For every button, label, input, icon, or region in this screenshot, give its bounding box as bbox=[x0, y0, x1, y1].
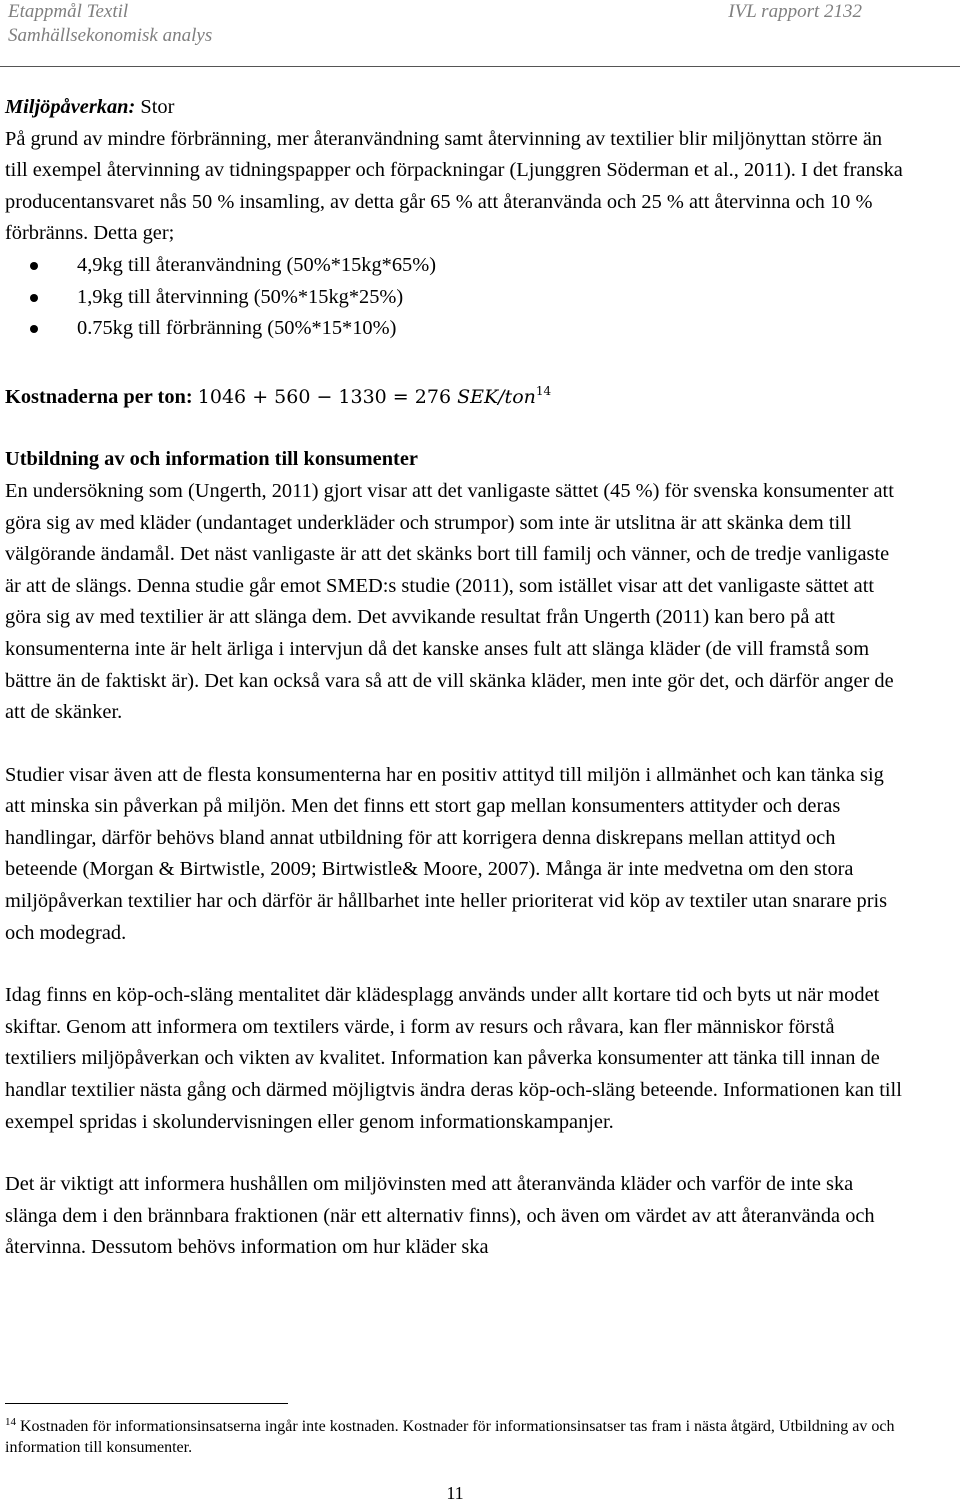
cost-line bbox=[5, 376, 905, 414]
impact-paragraph: På grund av mindre förbränning, mer återanvändning samt återvinning av textilier blir miljönyttan större än till exempel återvinning av tidningspapper och förpackningar (Ljunggren Söderman et al., 2011). I det franska producentansvaret nås 50 % insamling, av detta går 65 % att återanvända och 25 % att återvinna och 10 % förbränns. Detta ger; bbox=[5, 127, 903, 245]
cost-label: Kostnaderna per ton: bbox=[5, 385, 193, 408]
cost-unit: SEK/ton bbox=[457, 385, 536, 408]
body-paragraph: Studier visar även att de flesta konsumenterna har en positiv attityd till miljön i allmänhet och kan tänka sig att minska sin påverkan på miljön. Men det finns ett stort gap mellan konsumenters attityder och deras handlingar, därför behövs bland annat utbildning för att korrigera denna diskrepans mellan attityd och beteende (Morgan & Birtwistle, 2009; Birtwistle& Moore, 2007). Många är inte medvetna om den stora miljöpåverkan textilier har och därför är hållbarhet inte heller prioriterat vid köp av textiler utan snarare pris och modegrad. bbox=[5, 763, 888, 944]
impact-bullet-list bbox=[5, 250, 905, 345]
header-subtitle: Samhällsekonomisk analys bbox=[8, 25, 213, 46]
running-header-left bbox=[8, 0, 212, 48]
bullet-item: 4,9kg till återanvändning (50%*15kg*65%) bbox=[5, 250, 905, 282]
footnote-ref: 14 bbox=[535, 383, 552, 398]
cost-expression: 1046 + 560 − 1330 = 276 bbox=[197, 385, 452, 408]
header-report-number: IVL rapport 2132 bbox=[728, 1, 862, 22]
impact-value: Stor bbox=[140, 96, 175, 118]
page-body bbox=[5, 92, 905, 1264]
bullet-item: 0.75kg till förbränning (50%*15*10%) bbox=[5, 313, 905, 345]
footnote-number: 14 bbox=[5, 1416, 16, 1428]
body-paragraph: Det är viktigt att informera hushållen om miljövinsten med att återanvända kläder och varför de inte ska slänga dem i den brännbara fraktionen (när ett alternativ finns), och även om värdet av att återanvända och återvinna. Dessutom behövs information om hur kläder ska bbox=[5, 1173, 875, 1259]
footnote bbox=[5, 1412, 925, 1458]
footnote-divider bbox=[5, 1403, 288, 1404]
impact-label: Miljöpåverkan: bbox=[5, 96, 136, 118]
bullet-item: 1,9kg till återvinning (50%*15kg*25%) bbox=[5, 282, 905, 314]
impact-line bbox=[5, 92, 905, 124]
footnote-text: Kostnaden för informationsinsatserna ingår inte kostnaden. Kostnader för informationsinsatser tas fram i nästa åtgärd, Utbildning av och information till konsumenter. bbox=[5, 1418, 895, 1456]
cost-formula bbox=[197, 383, 552, 408]
section-heading: Utbildning av och information till konsumenter bbox=[5, 448, 418, 471]
header-divider bbox=[0, 66, 960, 67]
header-title: Etappmål Textil bbox=[8, 1, 129, 22]
body-paragraph: En undersökning som (Ungerth, 2011) gjort visar att det vanligaste sättet (45 %) för svenska konsumenter att göra sig av med kläder (undantaget underkläder och strumpor) som inte är utslitna är att skänka dem till välgörande ändamål. Det näst vanligaste är att det skänks bort till familj och vänner, och de tredje vanligaste är att de slängs. Denna studie går emot SMED:s studie (2011), som istället visar att det vanligaste sättet att göra sig av med textilier är att slänga dem. Det avvikande resultat från Ungerth (2011) kan bero på att konsumenterna inte är helt ärliga i intervjun då det kanske anses fult att slänga kläder (de vill framstå som bättre än de faktiskt är). Det kan också vara så att de vill skänka kläder, men inte gör det, och därför anger de att de skänker. bbox=[5, 479, 894, 724]
body-paragraph: Idag finns en köp-och-släng mentalitet där klädesplagg används under allt kortare tid och byts ut när modet skiftar. Genom att informera om textilers värde, i form av resurs och råvara, kan fler människor förstå textiliers miljöpåverkan och vikten av kvalitet. Information kan påverka konsumenter att tänka till innan de handlar textilier nästa gång och därmed möjligtvis ändra deras köp-och-släng beteende. Informationen kan till exempel spridas i skolundervisningen eller genom informationskampanjer. bbox=[5, 984, 902, 1133]
page-number: 11 bbox=[446, 1483, 464, 1503]
